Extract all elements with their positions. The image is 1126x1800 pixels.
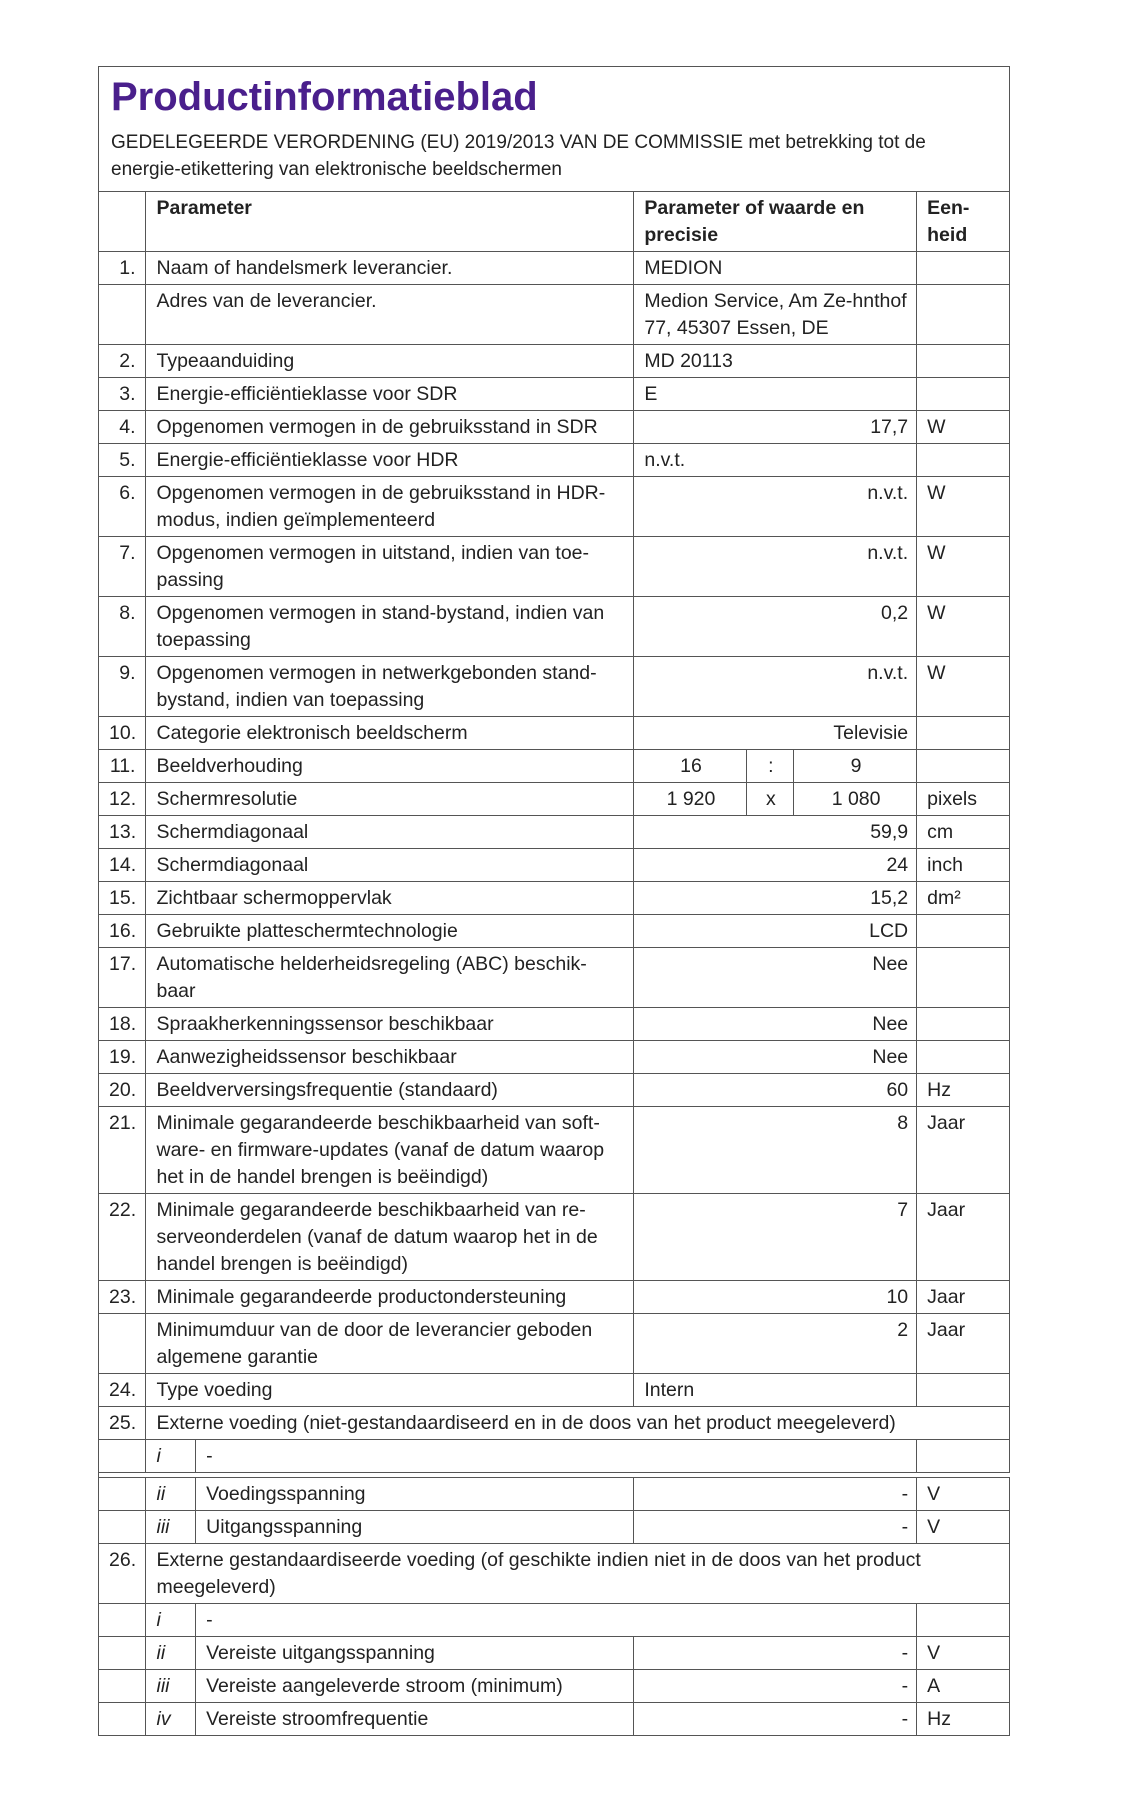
row-label: Automatische helderheidsregeling (ABC) beschik-baar <box>146 948 634 1008</box>
row-value: Intern <box>634 1374 917 1407</box>
row-number: 12. <box>99 783 146 816</box>
table-row <box>99 717 1010 750</box>
row-label: Zichtbaar schermoppervlak <box>146 882 634 915</box>
table-row <box>99 1314 1010 1374</box>
table-row <box>99 1703 1010 1736</box>
table-row <box>99 915 1010 948</box>
table-row <box>99 1544 1010 1604</box>
resolution-separator: x <box>746 783 793 816</box>
row-number <box>99 285 146 345</box>
row-value: 59,9 <box>634 816 917 849</box>
row-unit <box>917 444 1010 477</box>
row-unit: dm² <box>917 882 1010 915</box>
row-number: 4. <box>99 411 146 444</box>
row-unit: pixels <box>917 783 1010 816</box>
row-number: 2. <box>99 345 146 378</box>
row-label: Beeldverhouding <box>146 750 634 783</box>
sub-index: iii <box>146 1511 196 1544</box>
table-row <box>99 1670 1010 1703</box>
table-row <box>99 1478 1010 1511</box>
row-number: 7. <box>99 537 146 597</box>
row-unit <box>917 717 1010 750</box>
row-label: Aanwezigheidssensor beschikbaar <box>146 1041 634 1074</box>
table-row <box>99 1511 1010 1544</box>
table-row <box>99 849 1010 882</box>
resolution-width: 1 920 <box>634 783 746 816</box>
row-value: MEDION <box>634 252 917 285</box>
sub-label: Uitgangsspanning <box>196 1511 634 1544</box>
row-value: 7 <box>634 1194 917 1281</box>
row-unit <box>917 1041 1010 1074</box>
regulation-subtitle: GEDELEGEERDE VERORDENING (EU) 2019/2013 VAN DE COMMISSIE met betrekking tot de energie-etikettering van elektronische beeldschermen <box>111 132 926 180</box>
row-value: Nee <box>634 948 917 1008</box>
row-value: 15,2 <box>634 882 917 915</box>
table-row <box>99 345 1010 378</box>
row-unit <box>917 252 1010 285</box>
table-row <box>99 285 1010 345</box>
row-unit: Jaar <box>917 1194 1010 1281</box>
row-value: 0,2 <box>634 597 917 657</box>
table-row <box>99 597 1010 657</box>
row-number: 23. <box>99 1281 146 1314</box>
table-row <box>99 1107 1010 1194</box>
row-number: 5. <box>99 444 146 477</box>
row-label: Externe gestandaardiseerde voeding (of geschikte indien niet in de doos van het product meegeleverd) <box>146 1544 1010 1604</box>
header-parameter: Parameter <box>146 192 634 252</box>
row-number: 14. <box>99 849 146 882</box>
sub-label: - <box>196 1440 917 1473</box>
sub-label: Voedingsspanning <box>196 1478 634 1511</box>
row-value: 10 <box>634 1281 917 1314</box>
row-label: Schermdiagonaal <box>146 816 634 849</box>
sheet-header <box>98 66 1010 191</box>
row-label: Minimumduur van de door de leverancier geboden algemene garantie <box>146 1314 634 1374</box>
row-value: n.v.t. <box>634 657 917 717</box>
row-label: Externe voeding (niet-gestandaardiseerd en in de doos van het product meegeleverd) <box>146 1407 1010 1440</box>
table-row <box>99 816 1010 849</box>
sub-label: Vereiste aangeleverde stroom (minimum) <box>196 1670 634 1703</box>
table-row <box>99 1281 1010 1314</box>
sub-index: ii <box>146 1637 196 1670</box>
row-label: Beeldverversingsfrequentie (standaard) <box>146 1074 634 1107</box>
sub-index: i <box>146 1440 196 1473</box>
row-number: 15. <box>99 882 146 915</box>
row-label: Minimale gegarandeerde beschikbaarheid van soft-ware- en firmware-updates (vanaf de datum waarop het in de handel brengen is beëindigd) <box>146 1107 634 1194</box>
row-number: 21. <box>99 1107 146 1194</box>
row-value: 24 <box>634 849 917 882</box>
table-row <box>99 411 1010 444</box>
row-number: 13. <box>99 816 146 849</box>
row-unit <box>917 915 1010 948</box>
sub-index: iii <box>146 1670 196 1703</box>
row-label: Spraakherkenningssensor beschikbaar <box>146 1008 634 1041</box>
row-number: 18. <box>99 1008 146 1041</box>
row-value: n.v.t. <box>634 477 917 537</box>
row-number: 6. <box>99 477 146 537</box>
row-label: Energie-efficiëntieklasse voor HDR <box>146 444 634 477</box>
table-row <box>99 1440 1010 1473</box>
row-value: n.v.t. <box>634 444 917 477</box>
row-unit: W <box>917 597 1010 657</box>
table-row <box>99 1407 1010 1440</box>
table-row <box>99 444 1010 477</box>
sub-unit: V <box>917 1511 1010 1544</box>
row-value: E <box>634 378 917 411</box>
sub-index: ii <box>146 1478 196 1511</box>
row-label: Typeaanduiding <box>146 345 634 378</box>
row-number: 25. <box>99 1407 146 1440</box>
resolution-height: 1 080 <box>794 783 917 816</box>
table-row <box>99 1041 1010 1074</box>
row-unit: Jaar <box>917 1107 1010 1194</box>
row-unit <box>917 1008 1010 1041</box>
row-number: 3. <box>99 378 146 411</box>
row-value: Medion Service, Am Ze-hnthof 77, 45307 Essen, DE <box>634 285 917 345</box>
row-label: Minimale gegarandeerde productondersteuning <box>146 1281 634 1314</box>
row-unit <box>917 948 1010 1008</box>
sub-index: i <box>146 1604 196 1637</box>
table-row <box>99 537 1010 597</box>
row-label: Opgenomen vermogen in uitstand, indien van toe-passing <box>146 537 634 597</box>
table-row <box>99 657 1010 717</box>
row-value: n.v.t. <box>634 537 917 597</box>
row-number: 20. <box>99 1074 146 1107</box>
row-value: LCD <box>634 915 917 948</box>
product-information-sheet <box>98 66 1010 1736</box>
row-number: 19. <box>99 1041 146 1074</box>
row-unit: W <box>917 411 1010 444</box>
table-row <box>99 1008 1010 1041</box>
row-number: 10. <box>99 717 146 750</box>
row-unit: Jaar <box>917 1314 1010 1374</box>
row-unit: Hz <box>917 1074 1010 1107</box>
row-number: 8. <box>99 597 146 657</box>
table-row <box>99 1604 1010 1637</box>
row-value: 17,7 <box>634 411 917 444</box>
parameter-table <box>98 191 1010 1736</box>
row-value: 60 <box>634 1074 917 1107</box>
row-unit: W <box>917 537 1010 597</box>
sub-value: - <box>634 1703 917 1736</box>
sub-label: Vereiste stroomfrequentie <box>196 1703 634 1736</box>
row-label: Opgenomen vermogen in netwerkgebonden stand-bystand, indien van toepassing <box>146 657 634 717</box>
table-row <box>99 783 1010 816</box>
row-label: Categorie elektronisch beeldscherm <box>146 717 634 750</box>
row-value: Nee <box>634 1008 917 1041</box>
row-label: Minimale gegarandeerde beschikbaarheid van re-serveonderdelen (vanaf de datum waarop het in de handel brengen is beëindigd) <box>146 1194 634 1281</box>
row-label: Opgenomen vermogen in de gebruiksstand in SDR <box>146 411 634 444</box>
table-row <box>99 948 1010 1008</box>
row-number: 24. <box>99 1374 146 1407</box>
row-value: 8 <box>634 1107 917 1194</box>
row-unit: cm <box>917 816 1010 849</box>
row-number: 17. <box>99 948 146 1008</box>
sub-unit: A <box>917 1670 1010 1703</box>
row-label: Opgenomen vermogen in stand-bystand, indien van toepassing <box>146 597 634 657</box>
row-unit: W <box>917 477 1010 537</box>
row-value: Televisie <box>634 717 917 750</box>
sub-value: - <box>634 1637 917 1670</box>
row-unit: W <box>917 657 1010 717</box>
sub-index: iv <box>146 1703 196 1736</box>
table-header-row <box>99 192 1010 252</box>
header-value: Parameter of waarde en precisie <box>634 192 917 252</box>
row-unit: Jaar <box>917 1281 1010 1314</box>
table-row <box>99 477 1010 537</box>
aspect-height: 9 <box>794 750 917 783</box>
row-number: 22. <box>99 1194 146 1281</box>
sub-unit: V <box>917 1637 1010 1670</box>
row-label: Gebruikte platteschermtechnologie <box>146 915 634 948</box>
table-row <box>99 1374 1010 1407</box>
row-unit <box>917 750 1010 783</box>
aspect-separator: : <box>746 750 793 783</box>
row-label: Naam of handelsmerk leverancier. <box>146 252 634 285</box>
table-row <box>99 882 1010 915</box>
row-label: Type voeding <box>146 1374 634 1407</box>
row-number <box>99 1314 146 1374</box>
sub-unit: V <box>917 1478 1010 1511</box>
row-number: 9. <box>99 657 146 717</box>
header-unit: Een-heid <box>917 192 1010 252</box>
row-value: MD 20113 <box>634 345 917 378</box>
row-label: Energie-efficiëntieklasse voor SDR <box>146 378 634 411</box>
sub-unit: Hz <box>917 1703 1010 1736</box>
row-number: 16. <box>99 915 146 948</box>
table-row <box>99 1194 1010 1281</box>
row-unit <box>917 1374 1010 1407</box>
sub-value: - <box>634 1670 917 1703</box>
table-row <box>99 378 1010 411</box>
row-label: Schermdiagonaal <box>146 849 634 882</box>
sub-label: - <box>196 1604 917 1637</box>
sub-label: Vereiste uitgangsspanning <box>196 1637 634 1670</box>
row-value: Nee <box>634 1041 917 1074</box>
table-row <box>99 252 1010 285</box>
table-row <box>99 1074 1010 1107</box>
row-unit <box>917 285 1010 345</box>
aspect-width: 16 <box>634 750 746 783</box>
row-value: 2 <box>634 1314 917 1374</box>
row-unit: inch <box>917 849 1010 882</box>
row-unit <box>917 345 1010 378</box>
sub-value: - <box>634 1511 917 1544</box>
row-unit <box>917 378 1010 411</box>
sub-value: - <box>634 1478 917 1511</box>
table-row <box>99 1637 1010 1670</box>
row-number: 26. <box>99 1544 146 1604</box>
row-label: Schermresolutie <box>146 783 634 816</box>
row-number: 11. <box>99 750 146 783</box>
row-label: Opgenomen vermogen in de gebruiksstand in HDR-modus, indien geïmplementeerd <box>146 477 634 537</box>
row-number: 1. <box>99 252 146 285</box>
row-label: Adres van de leverancier. <box>146 285 634 345</box>
table-row <box>99 750 1010 783</box>
page-title: Productinformatieblad <box>111 75 538 119</box>
